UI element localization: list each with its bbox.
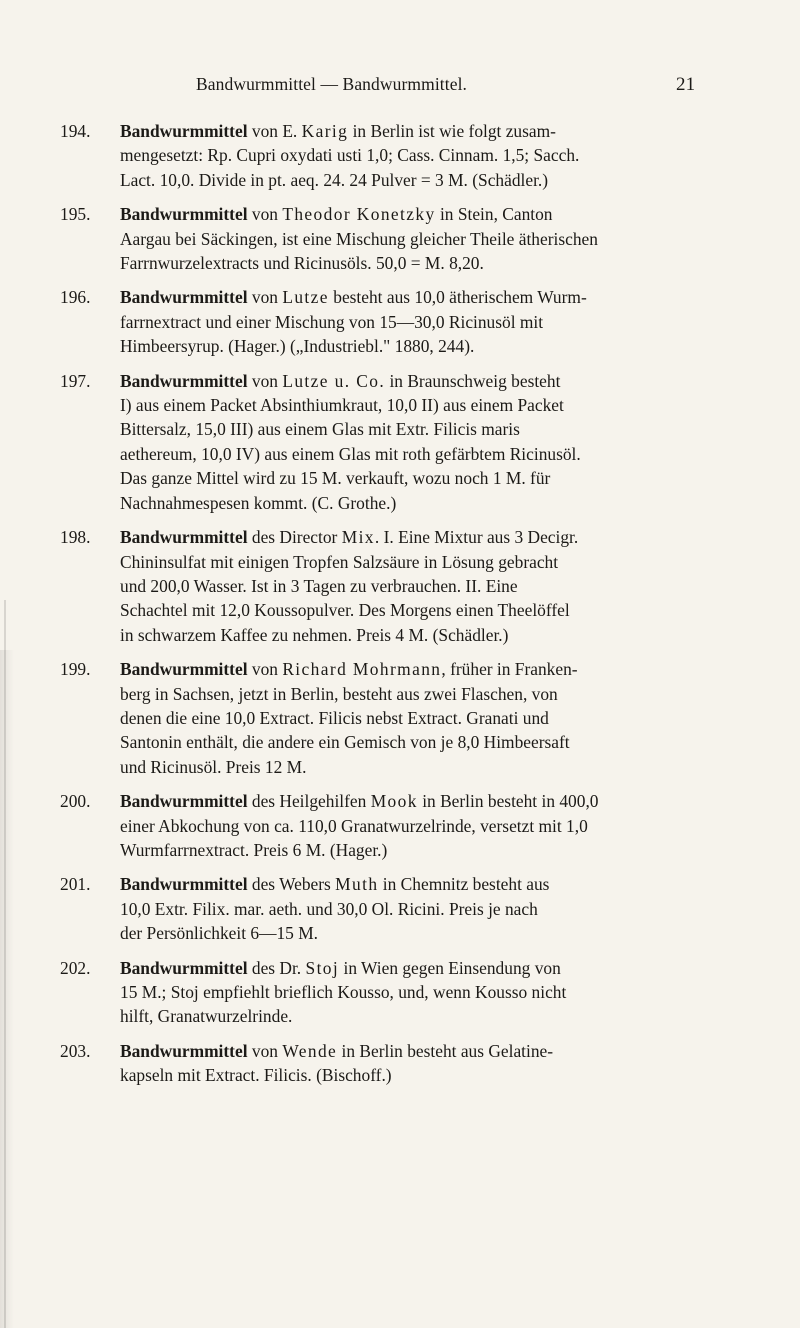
- entry-line: kapseln mit Extract. Filicis. (Bischoff.): [120, 1065, 392, 1086]
- entry-line: und 200,0 Wasser. Ist in 3 Tagen zu verbrauchen. II. Eine: [120, 575, 518, 596]
- entry-text: von E.: [247, 121, 302, 141]
- entry-line: einer Abkochung von ca. 110,0 Granatwurzelrinde, versetzt mit 1,0: [120, 815, 588, 836]
- entry-line: der Persönlichkeit 6—15 M.: [120, 923, 319, 944]
- entry-heading: Bandwurmmittel: [120, 874, 248, 895]
- entry-line: denen die eine 10,0 Extract. Filicis nebst Extract. Granati und: [120, 707, 549, 728]
- entry-line: mengesetzt: Rp. Cupri oxydati usti 1,0; Cass. Cinnam. 1,5; Sacch.: [120, 145, 580, 166]
- entry-text: in Berlin besteht aus Gelatine-: [337, 1040, 554, 1061]
- entry-line: 10,0 Extr. Filix. mar. aeth. und 30,0 Ol. Ricini. Preis je nach: [120, 898, 538, 919]
- entry-line: farrnextract und einer Mischung von 15—30,0 Ricinusöl mit: [120, 311, 544, 332]
- entry-203: [60, 1039, 772, 1088]
- entry-line: Bittersalz, 15,0 III) aus einem Glas mit Extr. Filicis maris: [120, 419, 520, 440]
- entry-line: I) aus einem Packet Absinthiumkraut, 10,0 II) aus einem Packet: [120, 395, 564, 416]
- author-name: Karig: [301, 121, 349, 141]
- entry-line: [120, 525, 772, 549]
- entry-line: Farrnwurzelextracts und Ricinusöls. 50,0 = M. 8,20.: [120, 253, 484, 274]
- entry-heading: Bandwurmmittel: [120, 659, 248, 680]
- entry-text: von: [247, 1040, 283, 1061]
- author-name: Richard Mohrmann: [282, 659, 442, 680]
- entry-line: Nachnahmespesen kommt. (C. Grothe.): [120, 492, 397, 513]
- entry-text: in Wien gegen Einsendung von: [339, 957, 561, 978]
- entry-heading: Bandwurmmittel: [120, 791, 248, 812]
- entry-line: Chininsulfat mit einigen Tropfen Salzsäure in Lösung gebracht: [120, 551, 559, 572]
- entry-line: in schwarzem Kaffee zu nehmen. Preis 4 M. (Schädler.): [120, 624, 509, 645]
- entry-number: 198.: [60, 527, 91, 548]
- author-name: Mook: [370, 791, 418, 812]
- entry-number: 201.: [60, 874, 91, 895]
- entry-202: [60, 956, 772, 1029]
- entry-line: [120, 369, 772, 393]
- entry-heading: Bandwurmmittel: [120, 121, 248, 141]
- entry-text: . I. Eine Mixtur aus 3 Decigr.: [374, 527, 579, 548]
- entry-line: [120, 285, 772, 309]
- entry-199: [60, 657, 772, 779]
- entry-line: berg in Sachsen, jetzt in Berlin, besteht aus zwei Flaschen, von: [120, 683, 558, 704]
- entry-line: aethereum, 10,0 IV) aus einem Glas mit roth gefärbtem Ricinusöl.: [120, 443, 581, 464]
- entry-heading: Bandwurmmittel: [120, 527, 248, 548]
- author-name: Lutze u. Co.: [282, 370, 386, 391]
- entry-text: des Heilgehilfen: [247, 791, 371, 812]
- author-name: Theodor Konetzky: [282, 204, 436, 225]
- entry-text: von: [247, 659, 283, 680]
- entry-line: 15 M.; Stoj empfiehlt brieflich Kousso, und, wenn Kousso nicht: [120, 982, 567, 1002]
- entry-heading: Bandwurmmittel: [120, 204, 248, 225]
- author-name: Muth: [335, 874, 379, 895]
- entry-heading: Bandwurmmittel: [120, 957, 248, 978]
- entry-text: des Director: [247, 527, 342, 548]
- entry-line: und Ricinusöl. Preis 12 M.: [120, 756, 307, 777]
- entry-line: Das ganze Mittel wird zu 15 M. verkauft, wozu noch 1 M. für: [120, 468, 551, 489]
- entry-heading: Bandwurmmittel: [120, 287, 248, 308]
- author-name: Wende: [282, 1040, 338, 1061]
- entry-text: , früher in Franken-: [441, 659, 578, 680]
- entry-line: [120, 956, 772, 980]
- entry-text: besteht aus 10,0 ätherischem Wurm-: [328, 287, 587, 308]
- entry-text: in Berlin ist wie folgt zusam-: [348, 121, 556, 141]
- entry-194: [60, 119, 772, 192]
- entry-text: des Dr.: [247, 957, 306, 978]
- entry-text: des Webers: [247, 874, 336, 895]
- entry-200: [60, 789, 772, 862]
- entry-number: 203.: [60, 1040, 91, 1061]
- entry-text: von: [247, 370, 283, 391]
- page-number: 21: [676, 74, 696, 95]
- entry-line: Himbeersyrup. (Hager.) („Industriebl." 1880, 244).: [120, 336, 475, 357]
- entry-text: in Braunschweig besteht: [385, 370, 561, 391]
- entry-198: [60, 525, 772, 647]
- entry-number: 195.: [60, 204, 91, 225]
- entry-line: Wurmfarrnextract. Preis 6 M. (Hager.): [120, 839, 388, 860]
- entry-text: von: [247, 287, 283, 308]
- entry-number: 202.: [60, 957, 91, 978]
- entry-heading: Bandwurmmittel: [120, 1040, 248, 1061]
- page-edge-gradient: [0, 650, 14, 1328]
- running-title: Bandwurmmittel — Bandwurmmittel.: [196, 74, 468, 94]
- entry-line: Aargau bei Säckingen, ist eine Mischung gleicher Theile ätherischen: [120, 228, 598, 249]
- entry-heading: Bandwurmmittel: [120, 370, 248, 391]
- entry-number: 194.: [60, 121, 91, 141]
- entry-line: [120, 872, 772, 896]
- entry-line: hilft, Granatwurzelrinde.: [120, 1006, 293, 1027]
- entry-text: in Berlin besteht in 400,0: [417, 791, 599, 812]
- entry-number: 200.: [60, 791, 91, 812]
- entry-line: [120, 657, 772, 681]
- entry-line: Santonin enthält, die andere ein Gemisch von je 8,0 Himbeersaft: [120, 732, 570, 753]
- entry-line: [120, 119, 772, 143]
- entry-number: 197.: [60, 370, 91, 391]
- author-name: Stoj: [305, 957, 340, 978]
- author-name: Mix: [341, 527, 375, 548]
- entry-197: [60, 369, 772, 515]
- entry-text: in Chemnitz besteht aus: [378, 874, 550, 895]
- entry-line: Lact. 10,0. Divide in pt. aeq. 24. 24 Pulver = 3 M. (Schädler.): [120, 169, 549, 190]
- entry-number: 196.: [60, 287, 91, 308]
- entry-list: [60, 119, 772, 1098]
- entry-195: [60, 202, 772, 275]
- entry-line: Schachtel mit 12,0 Koussopulver. Des Morgens einen Theelöffel: [120, 600, 570, 621]
- entry-number: 199.: [60, 659, 91, 680]
- author-name: Lutze: [282, 287, 329, 308]
- entry-text: in Stein, Canton: [435, 204, 553, 225]
- entry-text: von: [247, 204, 283, 225]
- entry-201: [60, 872, 772, 945]
- entry-line: [120, 789, 772, 813]
- entry-line: [120, 1039, 772, 1063]
- entry-196: [60, 285, 772, 358]
- entry-line: [120, 202, 772, 226]
